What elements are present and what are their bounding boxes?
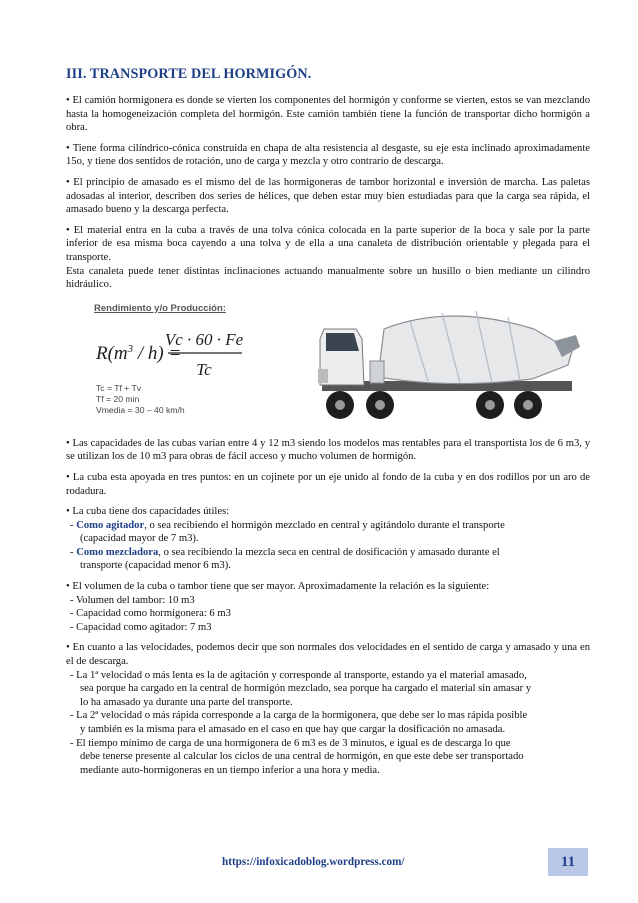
footer-url-link[interactable]: https://infoxicadoblog.wordpress.com/ bbox=[222, 856, 405, 868]
formula-sup: 3 bbox=[127, 342, 134, 355]
capacity-mixer-cont: transporte (capacidad menor 6 m3). bbox=[80, 560, 231, 572]
truck-wheels bbox=[326, 391, 542, 419]
useful-capacities-list bbox=[66, 505, 590, 573]
load-time-cont2: mediante auto-hormigoneras en un tiempo inferior a una hora y media. bbox=[80, 764, 380, 776]
paragraph-truck-description: • El camión hormigonera es donde se vierten los componentes del hormigón y conforme se vierten, estos se van mezclando hasta la homogeneización completa del hormigón. Este camión también tiene la función de transportar dicho hormigón a obra. bbox=[66, 95, 590, 134]
formula-numerator: Vc · 60 · Fe bbox=[164, 329, 244, 349]
paragraph-support: • La cuba esta apoyada en tres puntos: en un cojinete por un eje unido al fondo de la cuba y en dos rodillos por un aro de rodadura. bbox=[66, 471, 590, 497]
speed-1-cont: sea porque ha cargado en la central de hormigón mezclado, sea porque ha cargado el material sin amasar y bbox=[80, 683, 532, 695]
formula-denominator: Tc bbox=[196, 359, 212, 379]
drum-volume-list bbox=[66, 580, 590, 634]
paragraph-material-flow bbox=[66, 224, 590, 292]
load-time-cont: debe tenerse presente al calcular los ciclos de una central de hormigón, en que este debe ser transportado bbox=[80, 751, 524, 763]
list-item: - Volumen del tambor: 10 m3 bbox=[70, 594, 195, 606]
load-time-line: - El tiempo mínimo de carga de una hormigonera de 6 m3 es de 3 minutos, e igual es de descarga lo que bbox=[70, 737, 511, 749]
formula-lhs: R(m bbox=[96, 342, 128, 364]
speed-2-line: - La 2ª velocidad o más rápida corresponde a la carga de la hormigonera, que debe ser lo mas rápida posible bbox=[70, 710, 528, 722]
speeds-section bbox=[66, 641, 590, 777]
capacity-mixer-item: - Como mezcladora, o sea recibiendo la mezcla seca en central de dosificación y amasado durante el bbox=[70, 546, 500, 558]
formula-definitions bbox=[96, 383, 185, 416]
figure-formula-and-truck bbox=[66, 299, 590, 429]
keyword-mezcladora: Como mezcladora bbox=[76, 546, 159, 558]
definition-vmedia: Vmedia = 30 – 40 km/h bbox=[96, 404, 185, 415]
page-footer bbox=[0, 848, 638, 878]
truck-windshield bbox=[326, 333, 359, 351]
speed-1-cont2: lo ha amasado ya durante una parte del transporte. bbox=[80, 696, 293, 708]
concrete-mixer-truck-illustration bbox=[310, 299, 586, 429]
capacity-agitator-cont: (capacidad mayor de 7 m3). bbox=[80, 533, 199, 545]
truck-bumper bbox=[318, 369, 328, 383]
capacities-intro: • La cuba tiene dos capacidades útiles: bbox=[66, 506, 230, 518]
speed-1-line: - La 1ª velocidad o más lenta es la de agitación y corresponde al transporte, estando ya el material amasado, bbox=[70, 669, 527, 681]
volume-intro: • El volumen de la cuba o tambor tiene que ser mayor. Aproximadamente la relación es la siguiente: bbox=[66, 581, 490, 593]
keyword-agitador: Como agitador bbox=[76, 519, 145, 531]
formula-equation bbox=[94, 323, 274, 383]
formula-title: Rendimiento y/o Producción: bbox=[94, 302, 226, 314]
section-heading: III. TRANSPORTE DEL HORMIGÓN. bbox=[66, 66, 312, 82]
drum-support bbox=[370, 361, 384, 383]
material-flow-text: • El material entra en la cuba a través de una tolva cónica colocada en la parte superior de la boca y sale por la parte inferior de esa misma boca cayendo a una tolva y de ella a una canaleta de distribución orientable y plegada para el transporte. bbox=[66, 224, 590, 263]
chute-text: Esta canaleta puede tener distintas inclinaciones actuando manualmente sobre un husillo o bien mediante un cilindro hidráulico. bbox=[66, 265, 590, 291]
mixer-drum bbox=[378, 316, 572, 384]
definition-tc: Tc = Tf + Tv bbox=[96, 382, 142, 393]
definition-tf: Tf = 20 min bbox=[96, 393, 140, 404]
paragraph-capacities: • Las capacidades de las cubas varían entre 4 y 12 m3 siendo los modelos mas rentables para el transportista los de 6 m3, y se utilizan los de 10 m3 para obras de fácil acceso y mucho volumen de hormigón. bbox=[66, 437, 590, 463]
page-number-badge: 11 bbox=[548, 848, 588, 876]
formula-lhs-end: / h) = bbox=[133, 342, 182, 364]
capacity-agitator-item: - Como agitador, o sea recibiendo el hormigón mezclado en central y agitándolo durante el transporte bbox=[70, 519, 505, 531]
paragraph-mixing-principle: • El principio de amasado es el mismo del de las hormigoneras de tambor horizontal e inversión de marcha. Las paletas adosadas al interior, describen dos series de hélices, que deben estar muy bien estudiadas para que la carga sea rápida, el amasado bueno y la descarga perfecta. bbox=[66, 176, 590, 216]
formula-image bbox=[94, 303, 274, 425]
list-item: - Capacidad como hormigonera: 6 m3 bbox=[70, 608, 231, 620]
speeds-intro: • En cuanto a las velocidades, podemos decir que son normales dos velocidades en el sentido de carga y amasado y una en el de descarga. bbox=[66, 642, 590, 668]
speed-2-cont: y también es la misma para el amasado en el caso en que hay que cargar la dosificación no amasada. bbox=[80, 724, 506, 735]
paragraph-drum-shape: • Tiene forma cilíndrico-cónica construida en chapa de alta resistencia al desgaste, su eje esta inclinado aproximadamente 15o, y tiene dos sentidos de rotación, uno de carga y mezcla y otro contrario de descarga. bbox=[66, 142, 590, 168]
page-content bbox=[66, 66, 590, 784]
list-item: - Capacidad como agitador: 7 m3 bbox=[70, 621, 212, 633]
